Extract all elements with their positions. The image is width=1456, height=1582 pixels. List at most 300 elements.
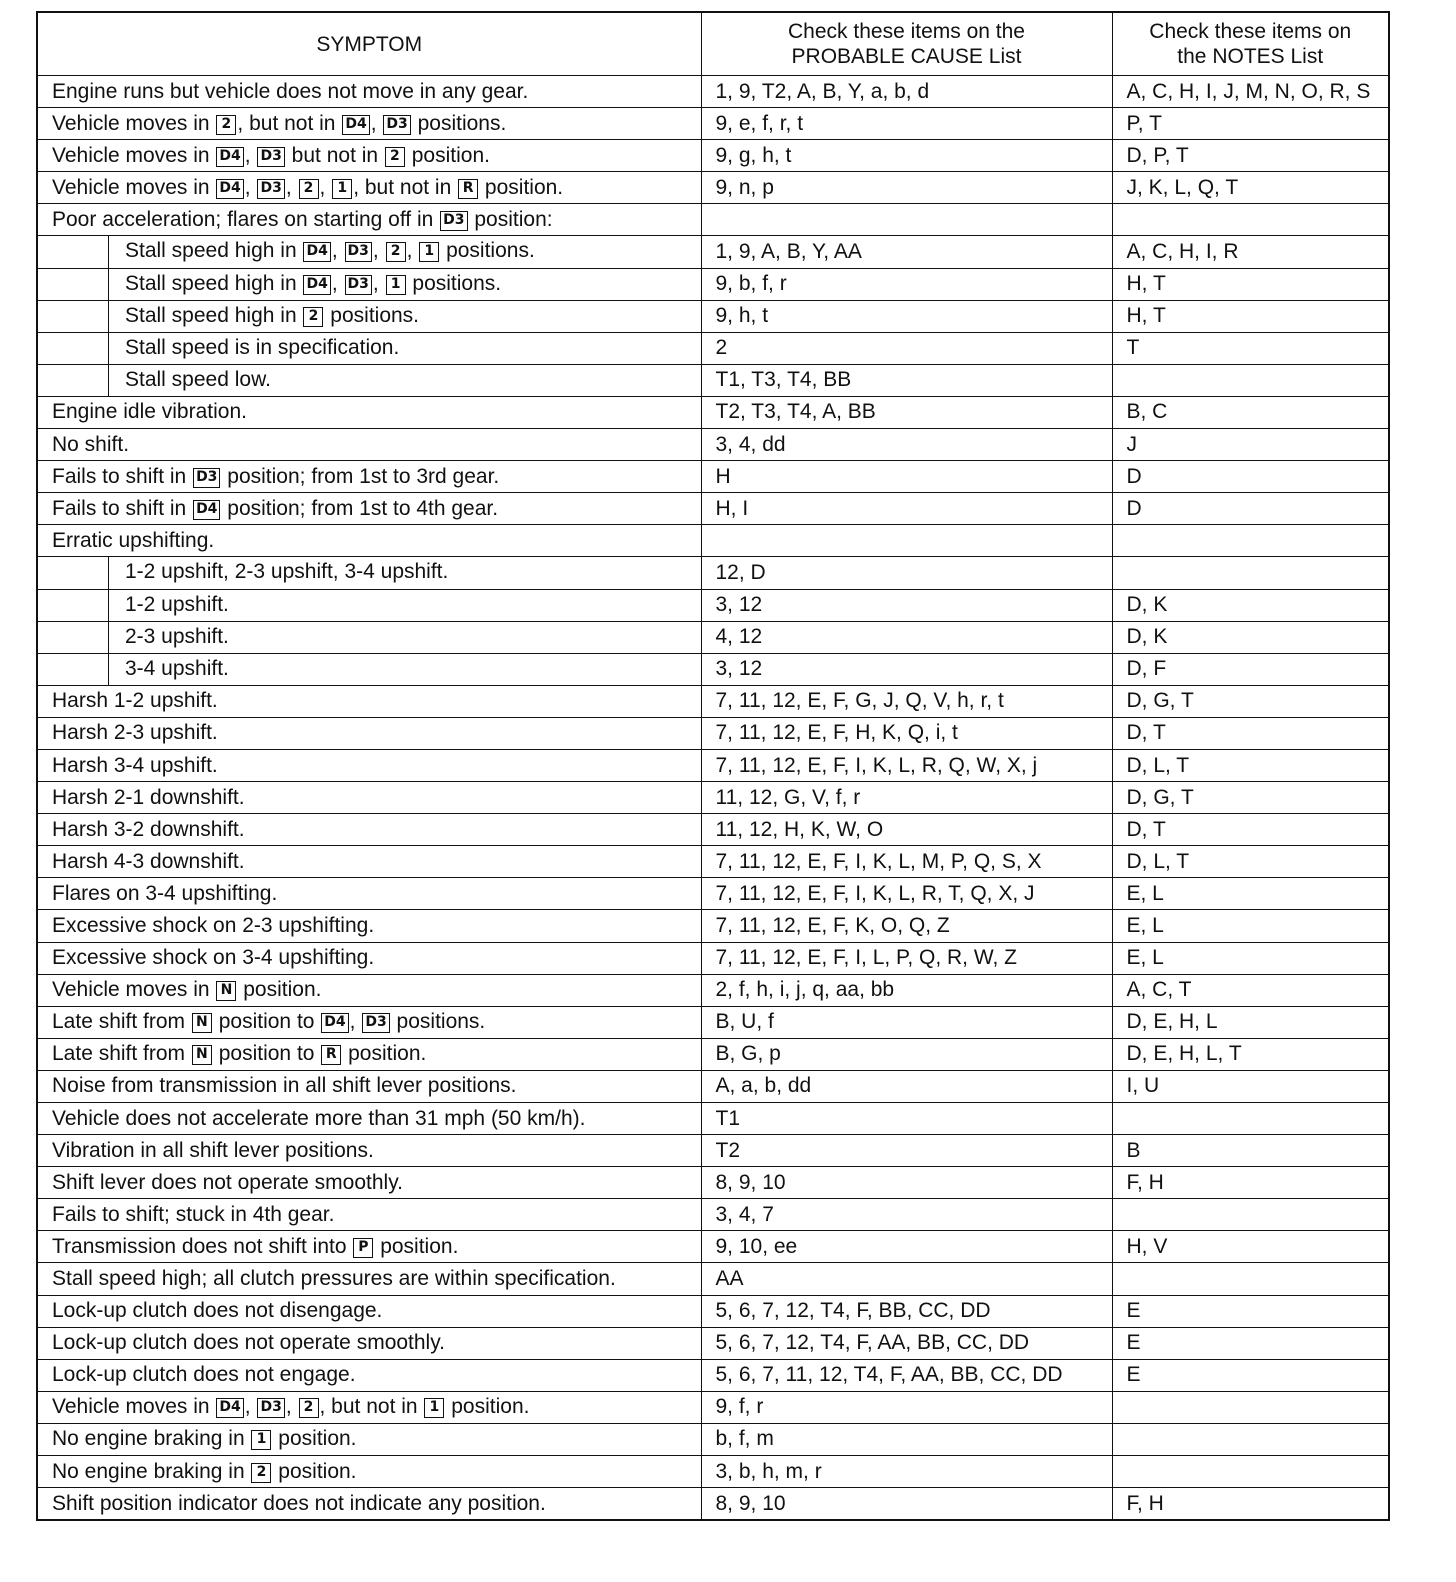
notes-cell: H, V (1112, 1231, 1389, 1263)
position-key-icon: D3 (257, 179, 284, 199)
table-row (37, 1263, 1389, 1295)
symptom-text: positions. (324, 303, 420, 327)
notes-cell: A, C, H, I, R (1112, 236, 1389, 268)
probable-cause-cell: A, a, b, dd (701, 1070, 1112, 1102)
table-row (37, 846, 1389, 878)
probable-cause-cell: 11, 12, H, K, W, O (701, 814, 1112, 846)
symptom-text: Fails to shift in (52, 464, 193, 488)
symptom (52, 494, 701, 524)
probable-cause-cell: T1 (701, 1103, 1112, 1135)
position-key-icon: D3 (345, 242, 372, 262)
symptom-text: position. (342, 1042, 427, 1066)
notes-cell: D, K (1112, 589, 1389, 621)
symptom-text: position to (212, 1010, 321, 1034)
symptom-text: , (285, 1395, 298, 1419)
probable-cause-cell: H, I (701, 493, 1112, 525)
symptom-cell (37, 172, 701, 204)
symptom (52, 751, 701, 781)
notes-cell (1112, 1263, 1389, 1295)
probable-cause-cell: B, U, f (701, 1006, 1112, 1038)
probable-cause-cell: 9, h, t (701, 300, 1112, 332)
probable-cause-cell: 11, 12, G, V, f, r (701, 782, 1112, 814)
notes-cell: E, L (1112, 878, 1389, 910)
symptom-cell (37, 878, 701, 910)
symptom-cell (37, 1488, 701, 1521)
notes-cell: D (1112, 461, 1389, 493)
probable-cause-cell: T2, T3, T4, A, BB (701, 396, 1112, 428)
table-row (37, 942, 1389, 974)
probable-cause-cell: 3, b, h, m, r (701, 1456, 1112, 1488)
symptom-text: No engine braking in (52, 1459, 251, 1483)
table-row (37, 1038, 1389, 1070)
symptom (52, 397, 701, 427)
notes-cell: D, L, T (1112, 749, 1389, 781)
symptom (52, 1104, 701, 1134)
notes-cell: A, C, T (1112, 974, 1389, 1006)
table-row (37, 653, 1389, 685)
notes-cell (1112, 1199, 1389, 1231)
symptom-cell (37, 1167, 701, 1199)
symptom-cell (37, 1006, 701, 1038)
table-row (37, 814, 1389, 846)
symptom-text: , (244, 143, 257, 167)
symptom-cell (37, 268, 701, 300)
symptom (52, 1232, 701, 1262)
position-key-icon: D4 (321, 1013, 348, 1033)
symptom-cell (37, 910, 701, 942)
symptom-cell (37, 1135, 701, 1167)
symptom (52, 1489, 701, 1519)
symptom-text: Harsh 4-3 downshift. (52, 849, 245, 873)
notes-cell (1112, 364, 1389, 396)
probable-cause-cell: 7, 11, 12, E, F, I, L, P, Q, R, W, Z (701, 942, 1112, 974)
probable-cause-cell: 9, b, f, r (701, 268, 1112, 300)
symptom-text: 3-4 upshift. (125, 656, 229, 680)
symptom-text: No engine braking in (52, 1427, 251, 1451)
symptom-text: position. (272, 1427, 357, 1451)
table-row (37, 878, 1389, 910)
symptom-cell (37, 974, 701, 1006)
position-key-icon: D4 (216, 1398, 243, 1418)
probable-cause-cell: 9, 10, ee (701, 1231, 1112, 1263)
symptom-text: positions. (406, 271, 502, 295)
symptom (52, 205, 701, 235)
symptom-text: positions. (390, 1010, 486, 1034)
symptom-cell (37, 942, 701, 974)
notes-cell: D, G, T (1112, 685, 1389, 717)
symptom-text: position. (272, 1459, 357, 1483)
symptom (52, 77, 701, 107)
symptom-text: , (406, 239, 419, 263)
notes-cell: A, C, H, I, J, M, N, O, R, S (1112, 76, 1389, 108)
probable-cause-cell: 7, 11, 12, E, F, I, K, L, M, P, Q, S, X (701, 846, 1112, 878)
notes-cell: D, T (1112, 814, 1389, 846)
notes-cell: E (1112, 1359, 1389, 1391)
probable-cause-cell: 1, 9, A, B, Y, AA (701, 236, 1112, 268)
probable-cause-cell: T1, T3, T4, BB (701, 364, 1112, 396)
symptom (52, 815, 701, 845)
position-key-icon: 1 (386, 275, 406, 295)
probable-cause-cell: 2, f, h, i, j, q, aa, bb (701, 974, 1112, 1006)
symptom-text: , (285, 175, 298, 199)
table-body (37, 76, 1389, 1521)
position-key-icon: 1 (419, 242, 439, 262)
probable-cause-cell: 3, 4, 7 (701, 1199, 1112, 1231)
probable-cause-cell: B, G, p (701, 1038, 1112, 1070)
notes-cell: D, T (1112, 717, 1389, 749)
position-key-icon: D3 (383, 115, 410, 135)
table-row (37, 396, 1389, 428)
symptom-text: , (370, 111, 383, 135)
table-row (37, 1456, 1389, 1488)
position-key-icon: 1 (332, 179, 352, 199)
symptom-cell (37, 525, 701, 557)
symptom-text: , (372, 271, 385, 295)
notes-cell: D (1112, 493, 1389, 525)
symptom-text: Vibration in all shift lever positions. (52, 1138, 374, 1162)
notes-cell (1112, 557, 1389, 589)
position-key-icon: D3 (257, 1398, 284, 1418)
table-row (37, 332, 1389, 364)
symptom-cell (37, 332, 701, 364)
probable-cause-cell: 3, 12 (701, 653, 1112, 685)
position-key-icon: 2 (251, 1463, 271, 1483)
symptom-cell (37, 204, 701, 236)
probable-cause-cell: 4, 12 (701, 621, 1112, 653)
symptom (52, 1424, 701, 1454)
symptom-text: Stall speed high in (125, 303, 303, 327)
symptom-text: Stall speed low. (125, 367, 271, 391)
probable-cause-cell: 7, 11, 12, E, F, G, J, Q, V, h, r, t (701, 685, 1112, 717)
symptom-cell (37, 782, 701, 814)
position-key-icon: P (353, 1238, 373, 1258)
sub-symptom (108, 622, 701, 653)
symptom-text: position. (479, 175, 564, 199)
position-key-icon: 2 (216, 115, 236, 135)
symptom-cell (37, 461, 701, 493)
position-key-icon: D3 (345, 275, 372, 295)
table-row (37, 525, 1389, 557)
symptom-text: Vehicle moves in (52, 111, 216, 135)
position-key-icon: R (458, 179, 478, 199)
symptom-text: position to (212, 1042, 321, 1066)
symptom (52, 462, 701, 492)
symptom-text: Lock-up clutch does not disengage. (52, 1299, 383, 1323)
table-row (37, 236, 1389, 268)
symptom-text: position. (237, 978, 322, 1002)
notes-cell: P, T (1112, 108, 1389, 140)
position-key-icon: 2 (299, 1398, 319, 1418)
symptom (52, 1360, 701, 1390)
table-row (37, 1006, 1389, 1038)
probable-cause-cell: 7, 11, 12, E, F, H, K, Q, i, t (701, 717, 1112, 749)
position-key-icon: D4 (303, 242, 330, 262)
symptom-cell (37, 685, 701, 717)
probable-cause-cell (701, 204, 1112, 236)
position-key-icon: 1 (424, 1398, 444, 1418)
table-row (37, 268, 1389, 300)
table-row (37, 974, 1389, 1006)
sub-symptom (108, 365, 701, 396)
probable-cause-cell: 7, 11, 12, E, F, I, K, L, R, Q, W, X, j (701, 749, 1112, 781)
symptom-text: position; from 1st to 4th gear. (221, 496, 499, 520)
table-row (37, 1488, 1389, 1521)
symptom-cell (37, 1263, 701, 1295)
symptom (52, 141, 701, 171)
table-row (37, 1359, 1389, 1391)
probable-cause-cell: 5, 6, 7, 12, T4, F, BB, CC, DD (701, 1295, 1112, 1327)
notes-cell: D, G, T (1112, 782, 1389, 814)
symptom-text: Shift position indicator does not indicate any position. (52, 1491, 546, 1515)
symptom (52, 1296, 701, 1326)
symptom-text: Vehicle moves in (52, 1395, 216, 1419)
symptom-text: position: (468, 207, 553, 231)
table-row (37, 1199, 1389, 1231)
notes-cell: J, K, L, Q, T (1112, 172, 1389, 204)
notes-cell: B, C (1112, 396, 1389, 428)
probable-cause-cell: AA (701, 1263, 1112, 1295)
symptom (52, 686, 701, 716)
symptom (52, 1007, 701, 1037)
symptom-text: , (319, 175, 332, 199)
symptom-cell (37, 621, 701, 653)
position-key-icon: N (192, 1045, 212, 1065)
symptom (52, 1328, 701, 1358)
probable-cause-cell: 3, 4, dd (701, 429, 1112, 461)
symptom-cell (37, 1456, 701, 1488)
position-key-icon: D3 (362, 1013, 389, 1033)
symptom-text: Harsh 3-4 upshift. (52, 753, 218, 777)
notes-cell: E, L (1112, 910, 1389, 942)
symptom-cell (37, 1423, 701, 1455)
probable-cause-cell: T2 (701, 1135, 1112, 1167)
symptom-text: , but not in (353, 175, 458, 199)
symptom-cell (37, 76, 701, 108)
notes-cell (1112, 1423, 1389, 1455)
symptom (52, 430, 701, 460)
symptom-text: Stall speed is in specification. (125, 335, 400, 359)
position-key-icon: D4 (216, 179, 243, 199)
position-key-icon: N (216, 981, 236, 1001)
position-key-icon: R (321, 1045, 341, 1065)
symptom-text: Harsh 2-1 downshift. (52, 785, 245, 809)
symptom-cell (37, 236, 701, 268)
symptom-text: Noise from transmission in all shift lever positions. (52, 1074, 517, 1098)
symptom (52, 173, 701, 203)
symptom (52, 1168, 701, 1198)
position-key-icon: D3 (193, 468, 220, 488)
sub-symptom (108, 590, 701, 621)
sub-symptom (108, 557, 701, 588)
symptom (52, 943, 701, 973)
symptom-cell (37, 364, 701, 396)
symptom-text: position; from 1st to 3rd gear. (221, 464, 500, 488)
symptom-text: 1-2 upshift. (125, 592, 229, 616)
symptom-cell (37, 653, 701, 685)
symptom-cell (37, 846, 701, 878)
symptom (52, 1264, 701, 1294)
table-row (37, 749, 1389, 781)
notes-cell: B (1112, 1135, 1389, 1167)
symptom-cell (37, 300, 701, 332)
symptom (52, 911, 701, 941)
notes-cell: D, E, H, L, T (1112, 1038, 1389, 1070)
symptom-text: Harsh 3-2 downshift. (52, 817, 245, 841)
table-row (37, 76, 1389, 108)
notes-cell (1112, 1391, 1389, 1423)
table-row (37, 1135, 1389, 1167)
table-row (37, 461, 1389, 493)
header-symptom: SYMPTOM (37, 12, 701, 76)
symptom (52, 1039, 701, 1069)
sub-symptom (108, 269, 701, 300)
table-row (37, 108, 1389, 140)
symptom-text: Stall speed high in (125, 239, 303, 263)
notes-cell: H, T (1112, 268, 1389, 300)
probable-cause-cell: 5, 6, 7, 12, T4, F, AA, BB, CC, DD (701, 1327, 1112, 1359)
symptom (52, 1392, 701, 1422)
table-row (37, 589, 1389, 621)
symptom-text: Transmission does not shift into (52, 1234, 353, 1258)
table-row (37, 621, 1389, 653)
symptom-cell (37, 589, 701, 621)
symptom-text: Lock-up clutch does not operate smoothly. (52, 1331, 446, 1355)
notes-cell: D, L, T (1112, 846, 1389, 878)
table-row (37, 172, 1389, 204)
symptom-cell (37, 749, 701, 781)
notes-cell: D, F (1112, 653, 1389, 685)
table-row (37, 782, 1389, 814)
symptom-cell (37, 1231, 701, 1263)
notes-cell (1112, 1103, 1389, 1135)
symptom-text: Engine runs but vehicle does not move in any gear. (52, 79, 529, 103)
notes-cell: T (1112, 332, 1389, 364)
symptom-text: Late shift from (52, 1010, 191, 1034)
probable-cause-cell: 5, 6, 7, 11, 12, T4, F, AA, BB, CC, DD (701, 1359, 1112, 1391)
position-key-icon: 1 (251, 1430, 271, 1450)
header-notes: Check these items on the NOTES List (1112, 12, 1389, 76)
sub-symptom (108, 236, 701, 267)
symptom-text: , (331, 271, 344, 295)
position-key-icon: 2 (386, 242, 406, 262)
position-key-icon: 2 (385, 147, 405, 167)
table-row (37, 429, 1389, 461)
probable-cause-cell: 2 (701, 332, 1112, 364)
notes-cell: H, T (1112, 300, 1389, 332)
notes-cell (1112, 204, 1389, 236)
symptom (52, 1136, 701, 1166)
notes-cell: D, P, T (1112, 140, 1389, 172)
symptom-cell (37, 1391, 701, 1423)
symptom (52, 109, 701, 139)
position-key-icon: 2 (299, 179, 319, 199)
notes-cell (1112, 525, 1389, 557)
symptom-text: Shift lever does not operate smoothly. (52, 1170, 403, 1194)
position-key-icon: D4 (303, 275, 330, 295)
symptom-cell (37, 493, 701, 525)
table-row (37, 140, 1389, 172)
notes-cell (1112, 1456, 1389, 1488)
symptom-text: , but not in (237, 111, 342, 135)
probable-cause-cell: 8, 9, 10 (701, 1167, 1112, 1199)
symptom-text: , (331, 239, 344, 263)
probable-cause-cell: 7, 11, 12, E, F, K, O, Q, Z (701, 910, 1112, 942)
probable-cause-cell: 12, D (701, 557, 1112, 589)
symptom-text: Vehicle moves in (52, 175, 216, 199)
notes-cell: I, U (1112, 1070, 1389, 1102)
symptom (52, 975, 701, 1005)
table-row (37, 1327, 1389, 1359)
symptom-text: positions. (440, 239, 535, 263)
notes-cell: D, K (1112, 621, 1389, 653)
symptom-text: Late shift from (52, 1042, 191, 1066)
symptom-cell (37, 1295, 701, 1327)
symptom-text: positions. (411, 111, 507, 135)
position-key-icon: 2 (303, 307, 323, 327)
probable-cause-cell: 9, g, h, t (701, 140, 1112, 172)
probable-cause-cell: 9, e, f, r, t (701, 108, 1112, 140)
symptom-cell (37, 140, 701, 172)
notes-cell: F, H (1112, 1167, 1389, 1199)
probable-cause-cell: 8, 9, 10 (701, 1488, 1112, 1521)
symptom-text: position. (374, 1234, 459, 1258)
table-row (37, 1391, 1389, 1423)
symptom-text: position. (405, 143, 490, 167)
probable-cause-cell: b, f, m (701, 1423, 1112, 1455)
symptom-text: Vehicle does not accelerate more than 31 mph (50 km/h). (52, 1106, 586, 1130)
symptom-text: Flares on 3-4 upshifting. (52, 881, 278, 905)
table-row (37, 1103, 1389, 1135)
symptom-text: but not in (285, 143, 384, 167)
probable-cause-cell: 7, 11, 12, E, F, I, K, L, R, T, Q, X, J (701, 878, 1112, 910)
table-header-row (37, 12, 1389, 76)
notes-cell: F, H (1112, 1488, 1389, 1521)
symptom-text: Excessive shock on 3-4 upshifting. (52, 946, 375, 970)
position-key-icon: D3 (440, 211, 467, 231)
symptom-cell (37, 1199, 701, 1231)
symptom (52, 1071, 701, 1101)
probable-cause-cell: H (701, 461, 1112, 493)
position-key-icon: D4 (216, 147, 243, 167)
symptom-text: Harsh 2-3 upshift. (52, 721, 218, 745)
table-row (37, 685, 1389, 717)
symptom (52, 847, 701, 877)
symptom-text: 1-2 upshift, 2-3 upshift, 3-4 upshift. (125, 560, 449, 584)
sub-symptom (108, 333, 701, 364)
symptom-cell (37, 1070, 701, 1102)
symptom-text: , (244, 1395, 257, 1419)
symptom-cell (37, 108, 701, 140)
table-row (37, 910, 1389, 942)
sub-symptom (108, 301, 701, 332)
notes-cell: E, L (1112, 942, 1389, 974)
symptom-troubleshooting-table (36, 11, 1390, 1521)
notes-cell: D, E, H, L (1112, 1006, 1389, 1038)
table-row (37, 1295, 1389, 1327)
symptom (52, 879, 701, 909)
symptom-text: , (372, 239, 385, 263)
symptom-text: , (244, 175, 257, 199)
symptom-text: Excessive shock on 2-3 upshifting. (52, 913, 375, 937)
probable-cause-cell: 9, n, p (701, 172, 1112, 204)
table-row (37, 1231, 1389, 1263)
symptom-cell (37, 1359, 701, 1391)
symptom-text: position. (445, 1395, 530, 1419)
symptom-text: Fails to shift; stuck in 4th gear. (52, 1202, 335, 1226)
symptom-text: , (349, 1010, 362, 1034)
position-key-icon: D4 (193, 500, 220, 520)
symptom (52, 526, 701, 556)
